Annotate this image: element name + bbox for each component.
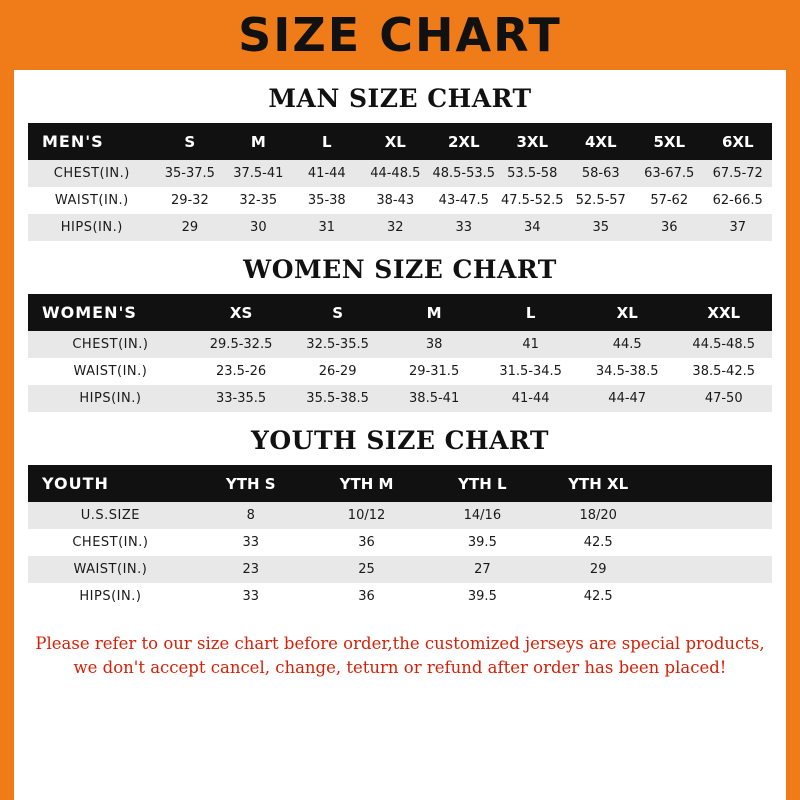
men-waist-6xl: 62-66.5: [703, 187, 772, 214]
women-header-label: WOMEN'S: [28, 294, 193, 331]
youth-chest-s: 33: [193, 529, 309, 556]
youth-ussize-empty: [656, 502, 772, 529]
women-chest-s: 32.5-35.5: [289, 331, 386, 358]
youth-header-yth-l: YTH L: [424, 465, 540, 502]
women-row-chest-label: CHEST(IN.): [28, 331, 193, 358]
men-hips-6xl: 37: [703, 214, 772, 241]
header-band: [0, 0, 800, 70]
men-chest-3xl: 53.5-58: [498, 160, 566, 187]
women-chest-m: 38: [386, 331, 483, 358]
table-row: [28, 160, 772, 187]
men-row-hips-label: HIPS(IN.): [28, 214, 156, 241]
men-hips-xl: 32: [361, 214, 429, 241]
women-table-body: [28, 331, 772, 412]
table-row: [28, 583, 772, 610]
men-waist-4xl: 52.5-57: [567, 187, 635, 214]
youth-hips-m: 36: [309, 583, 425, 610]
men-header-s: S: [156, 123, 224, 160]
youth-chest-l: 39.5: [424, 529, 540, 556]
women-header-m: M: [386, 294, 483, 331]
youth-waist-s: 23: [193, 556, 309, 583]
table-header-row: [28, 123, 772, 160]
section-title-youth: YOUTH SIZE CHART: [251, 426, 549, 455]
men-chest-6xl: 67.5-72: [703, 160, 772, 187]
men-chest-m: 37.5-41: [224, 160, 292, 187]
footer-disclaimer: [28, 626, 772, 680]
page-title: SIZE CHART: [238, 8, 562, 62]
youth-row-hips-label: HIPS(IN.): [28, 583, 193, 610]
women-chest-xxl: 44.5-48.5: [675, 331, 772, 358]
women-row-hips-label: HIPS(IN.): [28, 385, 193, 412]
men-header-xl: XL: [361, 123, 429, 160]
women-chest-xl: 44.5: [579, 331, 676, 358]
women-waist-l: 31.5-34.5: [482, 358, 579, 385]
section-youth: [28, 426, 772, 610]
men-chest-5xl: 63-67.5: [635, 160, 703, 187]
women-waist-m: 29-31.5: [386, 358, 483, 385]
table-row: [28, 502, 772, 529]
men-header-2xl: 2XL: [430, 123, 498, 160]
women-table-head: [28, 294, 772, 331]
women-header-s: S: [289, 294, 386, 331]
women-waist-xs: 23.5-26: [193, 358, 290, 385]
table-row: [28, 529, 772, 556]
youth-header-yth-xl: YTH XL: [540, 465, 656, 502]
youth-chest-empty: [656, 529, 772, 556]
men-chest-s: 35-37.5: [156, 160, 224, 187]
men-table-body: [28, 160, 772, 241]
section-man: [28, 84, 772, 241]
youth-waist-l: 27: [424, 556, 540, 583]
youth-size-table: [28, 465, 772, 610]
section-title-women: WOMEN SIZE CHART: [243, 255, 557, 284]
youth-hips-xl: 42.5: [540, 583, 656, 610]
youth-table-body: [28, 502, 772, 610]
men-row-waist-label: WAIST(IN.): [28, 187, 156, 214]
youth-hips-empty: [656, 583, 772, 610]
women-header-xs: XS: [193, 294, 290, 331]
women-header-l: L: [482, 294, 579, 331]
men-hips-2xl: 33: [430, 214, 498, 241]
women-size-table: [28, 294, 772, 412]
women-row-waist-label: WAIST(IN.): [28, 358, 193, 385]
men-chest-xl: 44-48.5: [361, 160, 429, 187]
women-header-xxl: XXL: [675, 294, 772, 331]
men-chest-2xl: 48.5-53.5: [430, 160, 498, 187]
women-chest-l: 41: [482, 331, 579, 358]
women-hips-s: 35.5-38.5: [289, 385, 386, 412]
table-row: [28, 385, 772, 412]
youth-waist-m: 25: [309, 556, 425, 583]
table-row: [28, 187, 772, 214]
table-row: [28, 556, 772, 583]
men-header-m: M: [224, 123, 292, 160]
table-row: [28, 358, 772, 385]
women-hips-xl: 44-47: [579, 385, 676, 412]
men-header-6xl: 6XL: [703, 123, 772, 160]
youth-ussize-s: 8: [193, 502, 309, 529]
table-header-row: [28, 294, 772, 331]
men-waist-l: 35-38: [293, 187, 361, 214]
men-waist-3xl: 47.5-52.5: [498, 187, 566, 214]
men-waist-5xl: 57-62: [635, 187, 703, 214]
men-hips-l: 31: [293, 214, 361, 241]
men-chest-4xl: 58-63: [567, 160, 635, 187]
men-waist-s: 29-32: [156, 187, 224, 214]
men-hips-m: 30: [224, 214, 292, 241]
men-header-5xl: 5XL: [635, 123, 703, 160]
women-chest-xs: 29.5-32.5: [193, 331, 290, 358]
section-women: [28, 255, 772, 412]
men-table-head: [28, 123, 772, 160]
section-title-man: MAN SIZE CHART: [268, 84, 532, 113]
youth-header-empty: [656, 465, 772, 502]
youth-row-waist-label: WAIST(IN.): [28, 556, 193, 583]
men-header-3xl: 3XL: [498, 123, 566, 160]
youth-header-yth-m: YTH M: [309, 465, 425, 502]
chart-content: [14, 84, 786, 680]
women-hips-xxl: 47-50: [675, 385, 772, 412]
men-waist-xl: 38-43: [361, 187, 429, 214]
youth-ussize-m: 10/12: [309, 502, 425, 529]
men-hips-3xl: 34: [498, 214, 566, 241]
men-hips-4xl: 35: [567, 214, 635, 241]
men-header-label: MEN'S: [28, 123, 156, 160]
youth-ussize-l: 14/16: [424, 502, 540, 529]
youth-header-label: YOUTH: [28, 465, 193, 502]
men-hips-s: 29: [156, 214, 224, 241]
youth-waist-xl: 29: [540, 556, 656, 583]
men-chest-l: 41-44: [293, 160, 361, 187]
youth-header-yth-s: YTH S: [193, 465, 309, 502]
men-waist-2xl: 43-47.5: [430, 187, 498, 214]
youth-chest-m: 36: [309, 529, 425, 556]
footer-line-1: Please refer to our size chart before order,the customized jerseys are special products,: [35, 634, 765, 653]
men-header-l: L: [293, 123, 361, 160]
women-hips-l: 41-44: [482, 385, 579, 412]
youth-hips-s: 33: [193, 583, 309, 610]
women-waist-xxl: 38.5-42.5: [675, 358, 772, 385]
youth-chest-xl: 42.5: [540, 529, 656, 556]
youth-hips-l: 39.5: [424, 583, 540, 610]
footer-line-2: we don't accept cancel, change, teturn or refund after order has been placed!: [73, 657, 727, 677]
men-size-table: [28, 123, 772, 241]
youth-waist-empty: [656, 556, 772, 583]
youth-ussize-xl: 18/20: [540, 502, 656, 529]
men-waist-m: 32-35: [224, 187, 292, 214]
women-waist-s: 26-29: [289, 358, 386, 385]
women-waist-xl: 34.5-38.5: [579, 358, 676, 385]
table-row: [28, 331, 772, 358]
women-header-xl: XL: [579, 294, 676, 331]
women-hips-m: 38.5-41: [386, 385, 483, 412]
youth-table-head: [28, 465, 772, 502]
men-hips-5xl: 36: [635, 214, 703, 241]
men-header-4xl: 4XL: [567, 123, 635, 160]
youth-row-chest-label: CHEST(IN.): [28, 529, 193, 556]
table-row: [28, 214, 772, 241]
women-hips-xs: 33-35.5: [193, 385, 290, 412]
youth-row-ussize-label: U.S.SIZE: [28, 502, 193, 529]
men-row-chest-label: CHEST(IN.): [28, 160, 156, 187]
table-header-row: [28, 465, 772, 502]
